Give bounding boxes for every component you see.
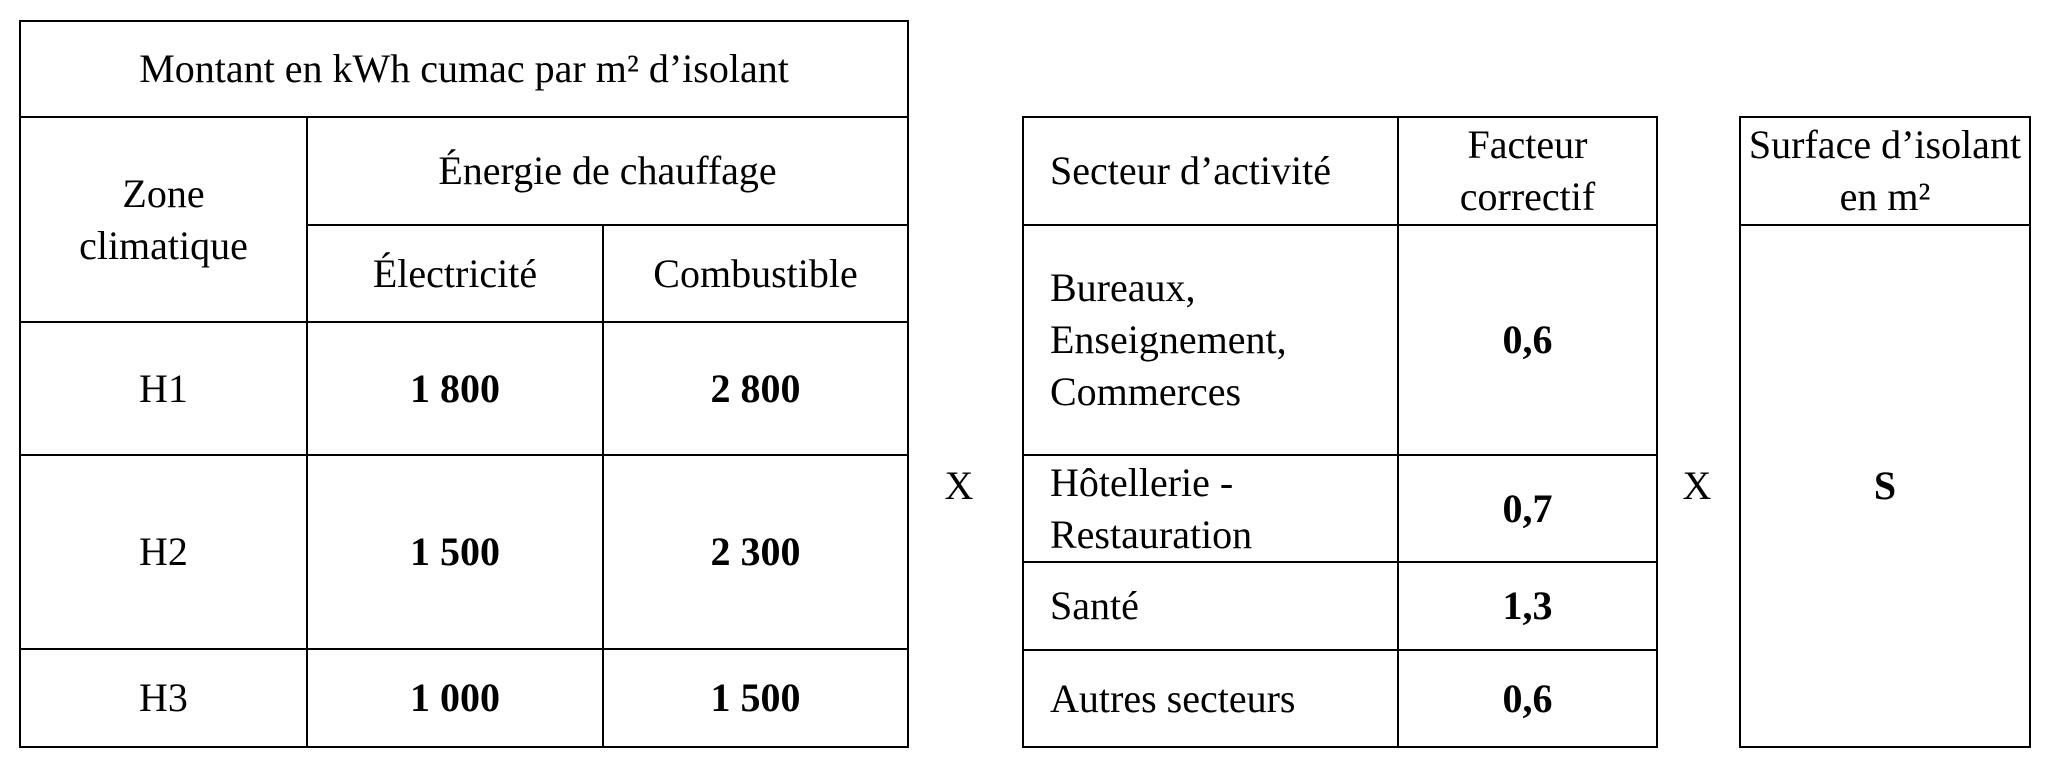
combustible-header: Combustible	[603, 225, 908, 322]
table-row	[1023, 225, 1657, 455]
facteur-value: 1,3	[1398, 562, 1657, 650]
table-title: Montant en kWh cumac par m² d’isolant	[20, 21, 908, 117]
surface-table	[1739, 116, 2031, 748]
electricite-value: 1 000	[307, 649, 603, 747]
table-row	[20, 455, 908, 649]
facteur-value: 0,6	[1398, 650, 1657, 747]
electricite-value: 1 800	[307, 322, 603, 455]
secteur-cell: Santé	[1023, 562, 1398, 650]
secteur-cell: Hôtellerie - Restauration	[1023, 455, 1398, 562]
table-row	[1023, 650, 1657, 747]
facteur-correctif-table	[1022, 116, 1658, 748]
secteur-header: Secteur d’activité	[1023, 117, 1398, 225]
electricite-value: 1 500	[307, 455, 603, 649]
table-row	[1023, 562, 1657, 650]
multiply-sign: X	[1682, 463, 1712, 508]
surface-header: Surface d’isolant en m²	[1740, 117, 2030, 225]
combustible-value: 2 300	[603, 455, 908, 649]
energie-chauffage-header: Énergie de chauffage	[307, 117, 908, 225]
zone-cell: H1	[20, 322, 307, 455]
kwh-cumac-table	[19, 20, 909, 748]
zone-cell: H3	[20, 649, 307, 747]
combustible-value: 2 800	[603, 322, 908, 455]
table-row	[20, 649, 908, 747]
secteur-cell: Bureaux, Enseignement, Commerces	[1023, 225, 1398, 455]
table-row	[20, 322, 908, 455]
surface-value: S	[1740, 225, 2030, 747]
secteur-cell: Autres secteurs	[1023, 650, 1398, 747]
facteur-header: Facteur correctif	[1398, 117, 1657, 225]
electricite-header: Électricité	[307, 225, 603, 322]
table-row	[1023, 455, 1657, 562]
facteur-value: 0,7	[1398, 455, 1657, 562]
facteur-value: 0,6	[1398, 225, 1657, 455]
zone-cell: H2	[20, 455, 307, 649]
multiply-sign: X	[944, 463, 974, 508]
zone-climatique-header: Zone climatique	[20, 117, 307, 322]
combustible-value: 1 500	[603, 649, 908, 747]
